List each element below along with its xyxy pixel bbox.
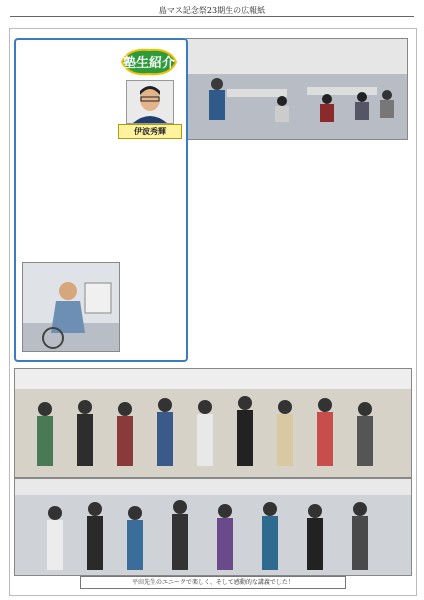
badge-text: 塾生紹介 <box>122 56 176 71</box>
event-photo-1 <box>14 368 412 478</box>
classroom-photo <box>186 38 408 140</box>
profile-photo <box>22 262 120 352</box>
photo-caption: 平田先生のユニークで楽しく、そして感動的な講義でした！ <box>80 576 346 589</box>
profile-photo-drawing <box>23 263 119 351</box>
profile-badge <box>118 46 180 78</box>
profile-portrait-drawing <box>127 81 173 123</box>
header-rule <box>10 16 414 17</box>
classroom-photo-drawing <box>187 39 407 139</box>
profile-portrait <box>126 80 174 124</box>
profile-name: 伊波秀輝 <box>118 124 182 139</box>
event-photo-1-drawing <box>15 369 411 477</box>
event-photo-2-drawing <box>15 479 411 575</box>
event-photo-2 <box>14 478 412 576</box>
newsletter-title: 島マス記念祭23期生の広報紙 <box>158 6 266 15</box>
